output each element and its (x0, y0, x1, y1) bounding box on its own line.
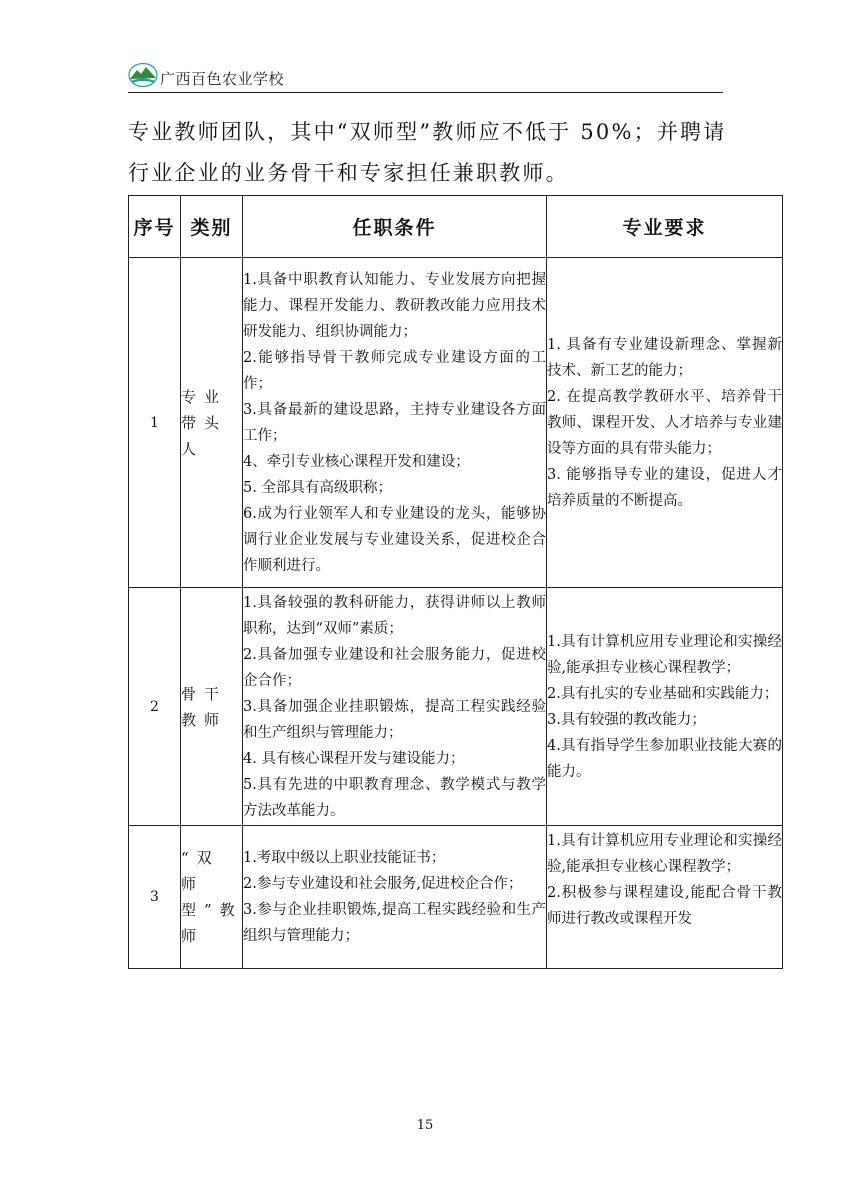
requirement-item: 1.具有计算机应用专业理论和实操经验,能承担专业核心课程教学； (547, 832, 782, 875)
intro-line: 专业教师团队，其中“双师型”教师应不低于 50%；并聘请 (128, 120, 727, 144)
condition-item: 5. 全部具有高级职称； (243, 479, 392, 496)
table-header-row (129, 196, 783, 258)
condition-item: 3.具备加强企业挂职锻炼，提高工程实践经验和生产组织与管理能力； (243, 698, 546, 741)
condition-item: 2.参与专业建设和社会服务,促进校企合作； (243, 876, 523, 892)
requirement-item: 1.具有计算机应用专业理论和实操经验,能承担专业核心课程教学； (547, 633, 782, 676)
header-no: 序号 (129, 196, 181, 258)
row-number: 1 (129, 258, 181, 588)
intro-paragraph (128, 112, 768, 194)
condition-item: 1.具备较强的教科研能力，获得讲师以上教师职称，达到“双师”素质； (243, 594, 546, 637)
condition-item: 1.具备中职教育认知能力、专业发展方向把握能力、课程开发能力、教研教改能力应用技术研发能力、组织协调能力； (243, 271, 546, 340)
requirement-item: 2. 在提高教学教研水平、培养骨干教师、课程开发、人才培养与专业建设等方面的具有带头能力； (547, 388, 782, 457)
row-conditions (243, 588, 547, 826)
condition-item: 5.具有先进的中职教育理念、教学模式与教学方法改革能力。 (243, 776, 546, 819)
condition-item: 2.具备加强专业建设和社会服务能力，促进校企合作； (243, 646, 546, 689)
mountain-logo-icon (128, 62, 158, 88)
requirement-item: 4.具有指导学生参加职业技能大赛的能力。 (547, 737, 782, 780)
requirement-item: 1. 具备有专业建设新理念、掌握新技术、新工艺的能力； (547, 336, 782, 379)
header-requirements: 专业要求 (547, 196, 783, 258)
condition-item: 3.具备最新的建设思路，主持专业建设各方面工作； (243, 401, 546, 444)
condition-item: 2.能够指导骨干教师完成专业建设方面的工作； (243, 349, 546, 392)
condition-item: 4、牵引专业核心课程开发和建设； (243, 453, 470, 470)
row-requirements (547, 258, 783, 588)
row-category: 骨干教师 (181, 588, 243, 826)
requirement-item: 2.具有扎实的专业基础和实践能力； (547, 685, 779, 702)
table-row (129, 258, 783, 588)
condition-item: 1.考取中级以上职业技能证书； (243, 850, 446, 866)
table-row (129, 588, 783, 826)
requirements-clip (547, 828, 782, 967)
page-header (128, 60, 723, 94)
header-conditions: 任职条件 (243, 196, 547, 258)
row-requirements (547, 588, 783, 826)
row-conditions (243, 826, 547, 969)
header-category: 类别 (181, 196, 243, 258)
row-number: 2 (129, 588, 181, 826)
row-requirements (547, 826, 783, 969)
table-row (129, 826, 783, 969)
intro-line: 行业企业的业务骨干和专家担任兼职教师。 (128, 161, 569, 185)
condition-item: 6.成为行业领军人和专业建设的龙头，能够协调行业企业发展与专业建设关系，促进校企合作顺利进行。 (243, 505, 546, 574)
header-divider (128, 92, 723, 93)
requirement-item: 3.具有较强的教改能力； (547, 711, 706, 728)
requirement-item: 2.积极参与课程建设,能配合骨干教师进行教改或课程开发 (547, 884, 782, 927)
page-number: 15 (416, 1118, 434, 1133)
row-category: “双师型”教师 (181, 826, 243, 969)
row-category: 专业带头人 (181, 258, 243, 588)
school-name: 广西百色农业学校 (160, 70, 285, 88)
requirement-item: 3. 能够指导专业的建设，促进人才培养质量的不断提高。 (547, 466, 782, 509)
row-number: 3 (129, 826, 181, 969)
row-conditions (243, 258, 547, 588)
condition-item: 3.参与企业挂职锻炼,提高工程实践经验和生产组织与管理能力； (243, 902, 546, 944)
condition-item: 4. 具有核心课程开发与建设能力； (243, 750, 465, 767)
teacher-requirements-table (128, 195, 783, 969)
